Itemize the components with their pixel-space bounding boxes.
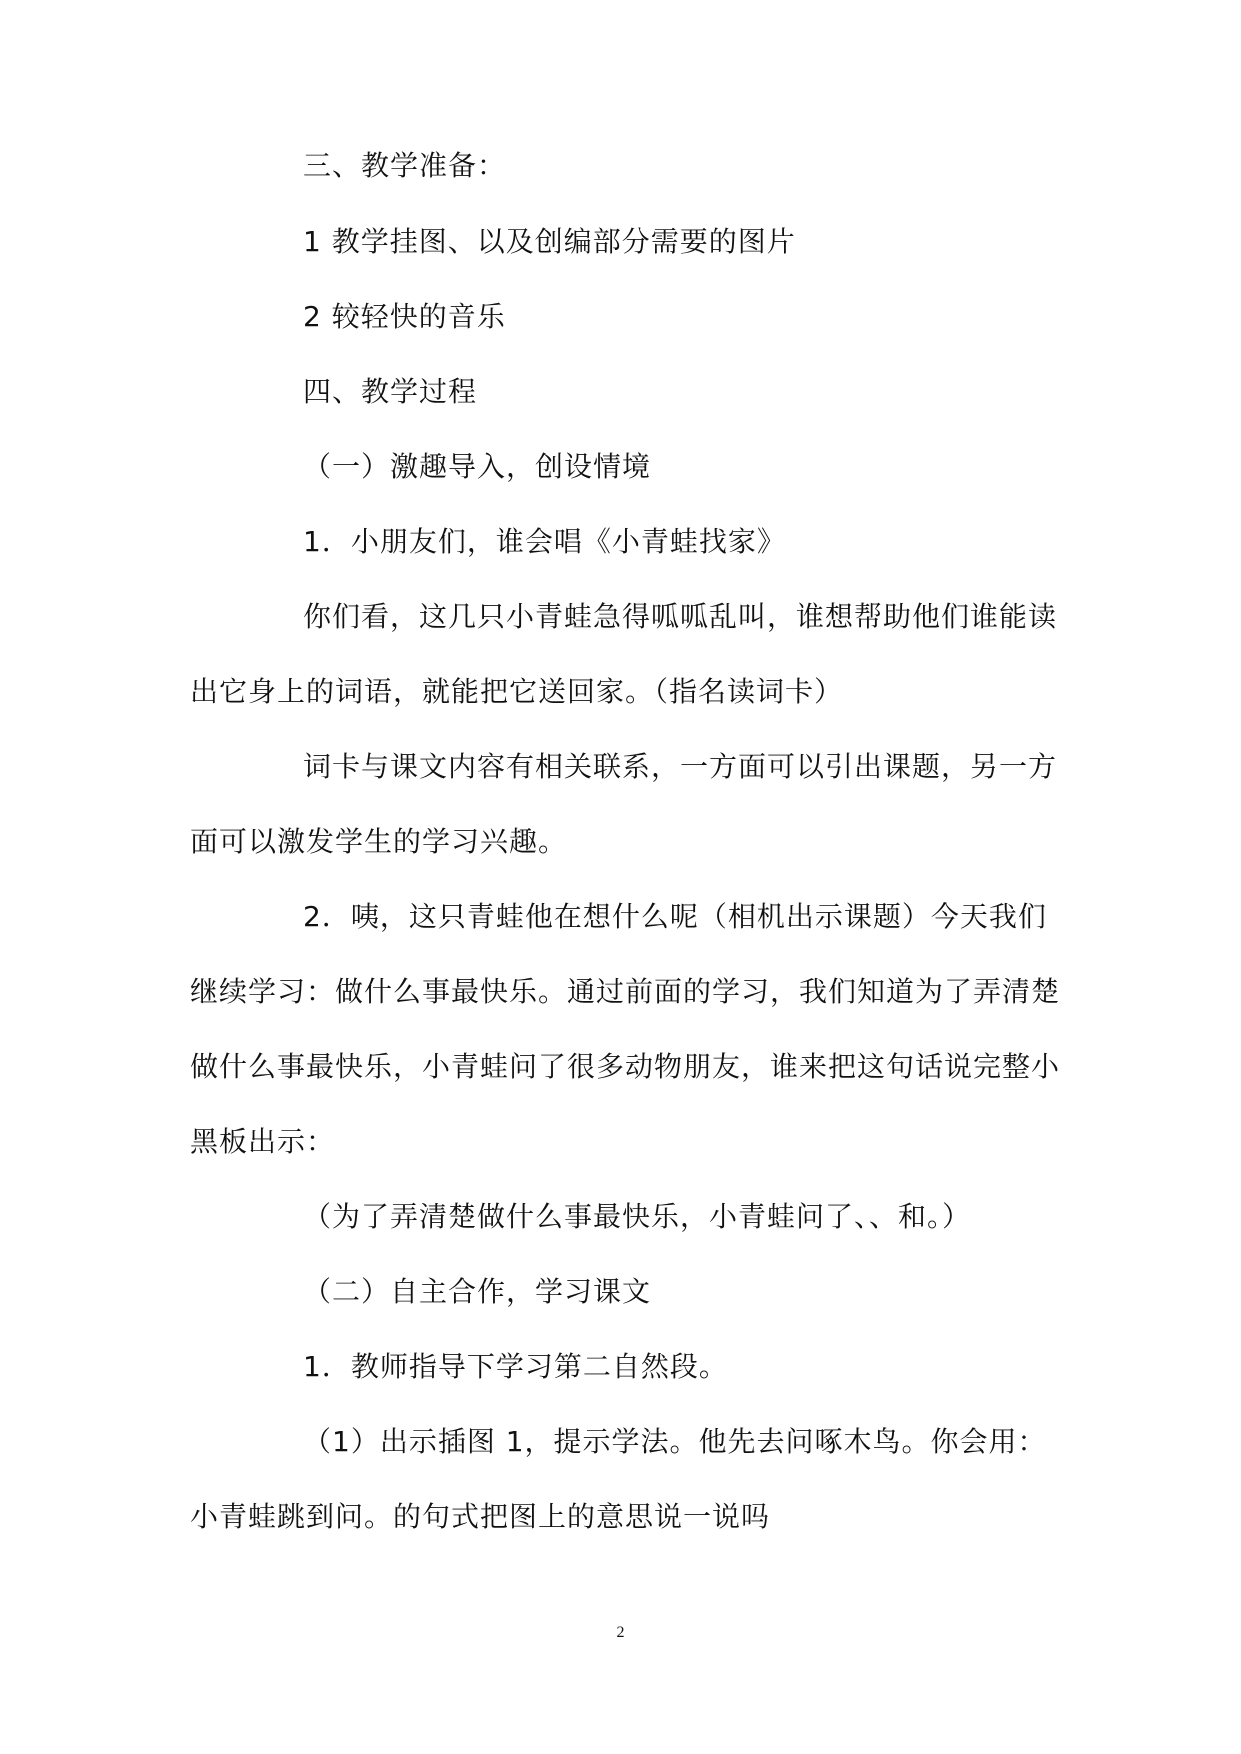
section-heading-process: 四、教学过程 <box>303 375 478 408</box>
paragraph-line: 1．小朋友们，谁会唱《小青蛙找家》 <box>303 525 786 558</box>
paragraph-line: 2．咦，这只青蛙他在想什么呢（相机出示课题）今天我们 <box>303 900 1047 933</box>
paragraph-line: 黑板出示： <box>190 1125 336 1158</box>
paragraph-line: （1）出示插图 1，提示学法。他先去问啄木鸟。你会用： <box>303 1425 1047 1458</box>
paragraph-line: 1．教师指导下学习第二自然段。 <box>303 1350 728 1383</box>
paragraph-line: 继续学习：做什么事最快乐。通过前面的学习，我们知道为了弄清楚 <box>190 975 1061 1008</box>
paragraph-line: 词卡与课文内容有相关联系，一方面可以引出课题，另一方 <box>303 750 1058 783</box>
paragraph-line: 出它身上的词语，就能把它送回家。（指名读词卡） <box>190 675 844 708</box>
paragraph-line: （为了弄清楚做什么事最快乐，小青蛙问了、、和。） <box>303 1200 972 1233</box>
paragraph-line: 1 教学挂图、以及创编部分需要的图片 <box>303 225 796 258</box>
paragraph-line: 做什么事最快乐，小青蛙问了很多动物朋友，谁来把这句话说完整小 <box>190 1050 1061 1083</box>
page-number: 2 <box>616 1624 625 1641</box>
paragraph-line: 你们看，这几只小青蛙急得呱呱乱叫，谁想帮助他们谁能读 <box>303 600 1058 633</box>
subsection-heading: （二）自主合作，学习课文 <box>303 1275 652 1308</box>
subsection-heading: （一）激趣导入，创设情境 <box>303 450 652 483</box>
paragraph-line: 面可以激发学生的学习兴趣。 <box>190 825 568 858</box>
paragraph-line: 2 较轻快的音乐 <box>303 300 506 333</box>
paragraph-line: 小青蛙跳到问。的句式把图上的意思说一说吗 <box>190 1500 771 1533</box>
section-heading-preparation: 三、教学准备： <box>303 149 507 182</box>
